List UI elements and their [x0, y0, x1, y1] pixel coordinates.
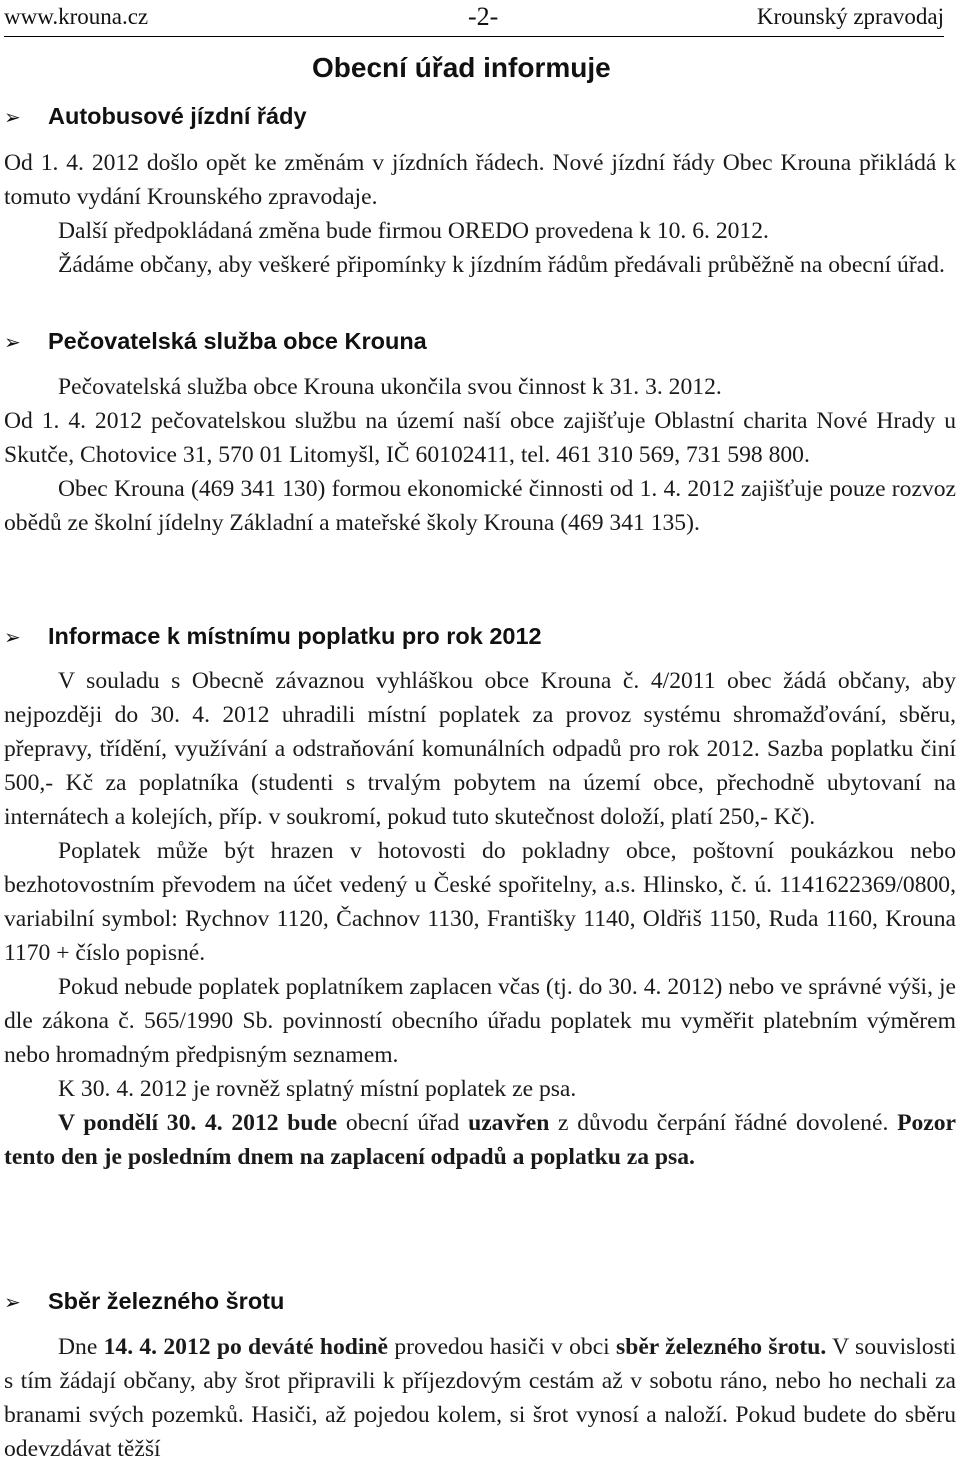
paragraph: Pečovatelská služba obce Krouna ukončila svou činnost k 31. 3. 2012.	[58, 374, 722, 400]
arrow-bullet-icon: ➢	[4, 625, 21, 649]
arrow-bullet-icon: ➢	[4, 105, 21, 129]
header-website: www.krouna.cz	[4, 4, 149, 29]
section-heading-local-fee: ➢ Informace k místnímu poplatku pro rok 2012	[4, 620, 542, 653]
paragraph: Poplatek může být hrazen v hotovosti do pokladny obce, poštovní poukázkou nebo bezhotovostním převodem na účet vedený u České spořitelny, a.s. Hlinsko, č. ú. 1141622369/0800, variabilní symbol: Rychnov 1120, Čachnov 1130, Františky 1140, Oldřiš 1150, Ruda 1160, Krouna 1170 + číslo popisné.	[4, 838, 956, 966]
section-heading-care-service: ➢ Pečovatelská služba obce Krouna	[4, 325, 427, 358]
section-heading-scrap-collection: ➢ Sběr železného šrotu	[4, 1285, 284, 1318]
paragraph: Dne 14. 4. 2012 po deváté hodině provedou hasiči v obci sběr železného šrotu. V souvislosti s tím žádají občany, aby šrot připravili k příjezdovým cestám až v sobotu ráno, nebo ho nechali za branami svých pozemků. Hasiči, až pojedou kolem, si šrot vynosí a naloží. Pokud budete do sběru odevzdávat těžší	[4, 1334, 956, 1462]
page-title: Obecní úřad informuje	[312, 52, 611, 83]
paragraph: K 30. 4. 2012 je rovněž splatný místní poplatek ze psa.	[58, 1076, 577, 1102]
paragraph: Další předpokládaná změna bude firmou OREDO provedena k 10. 6. 2012.	[58, 218, 769, 244]
paragraph: V souladu s Obecně závaznou vyhláškou obce Krouna č. 4/2011 obec žádá občany, aby nejpozději do 30. 4. 2012 uhradili místní poplatek za provoz systému shromažďování, sběru, přepravy, třídění, využívání a odstraňování komunálních odpadů pro rok 2012. Sazba poplatku činí 500,- Kč za poplatníka (studenti s trvalým pobytem na území obce, přechodně ubytovaní na internátech a kolejích, příp. v soukromí, pokud tuto skutečnost doloží, platí 250,- Kč).	[4, 668, 956, 830]
paragraph: Od 1. 4. 2012 pečovatelskou službu na území naší obce zajišťuje Oblastní charita Nové Hrady u Skutče, Chotovice 31, 570 01 Litomyšl, IČ 60102411, tel. 461 310 569, 731 598 800.	[4, 408, 956, 468]
running-header	[4, 0, 944, 37]
arrow-bullet-icon: ➢	[4, 330, 21, 354]
paragraph: Žádáme občany, aby veškeré připomínky k jízdním řádům předávali průběžně na obecní úřad.	[58, 252, 945, 278]
section-body-bus-timetables	[4, 146, 956, 282]
paragraph: Pokud nebude poplatek poplatníkem zaplacen včas (tj. do 30. 4. 2012) nebo ve správné výši, je dle zákona č. 565/1990 Sb. povinností obecního úřadu poplatek mu vyměřit platebním výměrem nebo hromadným předpisným seznamem.	[4, 974, 956, 1068]
closure-notice: V pondělí 30. 4. 2012 bude obecní úřad uzavřen z důvodu čerpání řádné dovolené. Pozor tento den je posledním dnem na zaplacení odpadů a poplatku za psa.	[4, 1110, 957, 1170]
arrow-bullet-icon: ➢	[4, 1290, 21, 1314]
paragraph: Od 1. 4. 2012 došlo opět ke změnám v jízdních řádech. Nové jízdní řády Obec Krouna přikládá k tomuto vydání Krounského zpravodaje.	[4, 150, 956, 210]
section-body-scrap-collection	[4, 1330, 956, 1466]
header-publication: Krounský zpravodaj	[756, 4, 944, 29]
header-page-number: -2-	[468, 2, 499, 31]
paragraph: Obec Krouna (469 341 130) formou ekonomické činnosti od 1. 4. 2012 zajišťuje pouze rozvoz obědů ze školní jídelny Základní a mateřské školy Krouna (469 341 135).	[4, 476, 956, 536]
section-body-care-service	[4, 370, 956, 540]
section-heading-bus-timetables: ➢ Autobusové jízdní řády	[4, 100, 307, 133]
section-body-local-fee	[4, 664, 956, 1174]
